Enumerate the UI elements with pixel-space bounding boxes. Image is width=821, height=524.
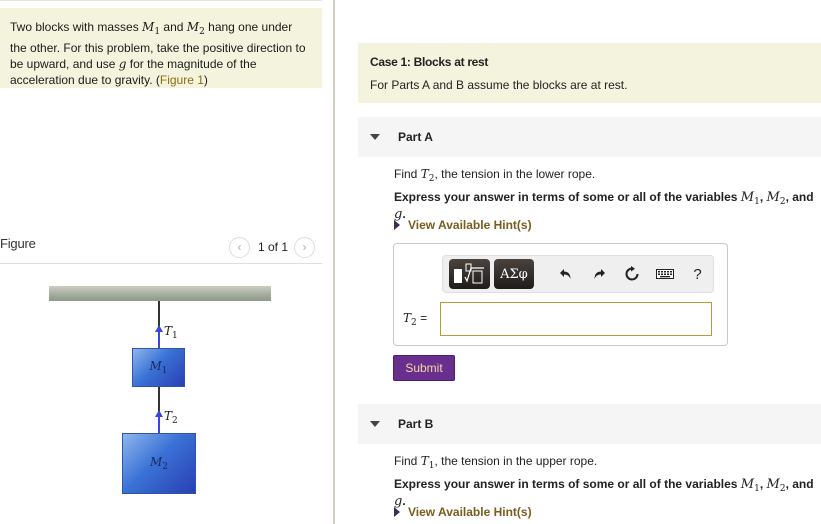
top-divider	[0, 0, 322, 1]
expand-triangle-icon	[394, 507, 400, 517]
next-figure-button[interactable]	[294, 237, 315, 258]
intro-text: and	[160, 20, 187, 34]
submit-button[interactable]: Submit	[393, 355, 455, 381]
redo-icon	[592, 267, 606, 281]
page-indicator: 1 of 1	[258, 240, 289, 254]
undo-icon	[559, 267, 573, 281]
t1-label: $T_1$	[164, 324, 178, 341]
case-title: Case 1: Blocks at rest	[370, 55, 489, 69]
reset-button[interactable]	[616, 259, 647, 289]
intro-text: Two blocks with masses	[10, 20, 143, 34]
ceiling	[49, 286, 271, 301]
var-g: g	[118, 57, 127, 71]
answer-box	[393, 243, 728, 346]
part-a-header[interactable]	[358, 117, 821, 157]
m2-label: $M_2$	[149, 455, 169, 472]
undo-button[interactable]	[550, 259, 581, 289]
t2-label: $T_2$	[164, 409, 178, 426]
chevron-right-icon: ›	[302, 240, 307, 254]
t2-arrowhead-icon	[155, 410, 163, 417]
templates-button[interactable]	[449, 259, 490, 289]
m1-label: $M_1$	[149, 359, 168, 376]
pane-divider[interactable]	[333, 0, 335, 524]
help-icon: ?	[693, 265, 702, 283]
case-box	[358, 43, 821, 103]
collapse-triangle-icon	[370, 421, 380, 427]
part-a-hint-toggle[interactable]	[394, 218, 532, 232]
part-b-hint-toggle[interactable]	[394, 505, 532, 519]
block-m2	[122, 433, 196, 494]
case-text: For Parts A and B assume the blocks are at rest.	[370, 78, 628, 92]
var-m1: $M_1$	[142, 20, 161, 37]
chevron-left-icon: ‹	[237, 240, 242, 254]
help-button[interactable]	[682, 259, 713, 289]
redo-button[interactable]	[583, 259, 614, 289]
part-a-question: Find $T_2$, the tension in the lower rope.	[394, 167, 596, 184]
figure-pager	[229, 236, 315, 258]
keyboard-icon	[656, 268, 674, 280]
t1-arrowhead-icon	[155, 325, 163, 332]
part-b-instructions: Express your answer in terms of some or all of the variables $M_1$, $M_2$, and g.	[394, 477, 814, 509]
templates-icon	[452, 263, 486, 285]
part-b-question: Find $T_1$, the tension in the upper rope.	[394, 454, 598, 471]
left-pane	[0, 0, 334, 524]
hint-label: View Available Hint(s)	[408, 505, 532, 519]
math-toolbar	[442, 255, 714, 293]
part-a-instructions: Express your answer in terms of some or all of the variables $M_1$, $M_2$, and g.	[394, 190, 814, 222]
figure-link[interactable]: Figure 1	[159, 73, 204, 87]
block-m1	[132, 348, 185, 387]
var-m2: $M_2$	[186, 20, 205, 37]
part-b-title: Part B	[398, 417, 434, 431]
reset-icon	[624, 266, 640, 282]
greek-symbols-button[interactable]: ΑΣφ	[494, 259, 535, 289]
problem-intro: Two blocks with masses $M_1$ and $M_2$ hang one under the other. For this problem, take the positive direction to be upward, and use g for the magnitude of the acceleration due to gravity. (Figure 1)	[0, 8, 322, 88]
expand-triangle-icon	[394, 220, 400, 230]
answer-label: $T_2$ =	[403, 311, 428, 328]
part-a-title: Part A	[398, 130, 433, 144]
answer-input[interactable]	[440, 302, 712, 336]
collapse-triangle-icon	[370, 134, 380, 140]
part-b-header[interactable]	[358, 404, 821, 444]
blocks-figure	[0, 264, 322, 524]
intro-text: for the magnitude of the acceleration due to gravity. (	[10, 57, 257, 87]
intro-text: hang one under the other. For this problem, take the positive direction to be upward, and use	[10, 20, 306, 71]
prev-figure-button[interactable]	[229, 237, 250, 258]
figure-title: Figure	[0, 236, 36, 251]
hint-label: View Available Hint(s)	[408, 218, 532, 232]
keyboard-button[interactable]	[649, 259, 680, 289]
